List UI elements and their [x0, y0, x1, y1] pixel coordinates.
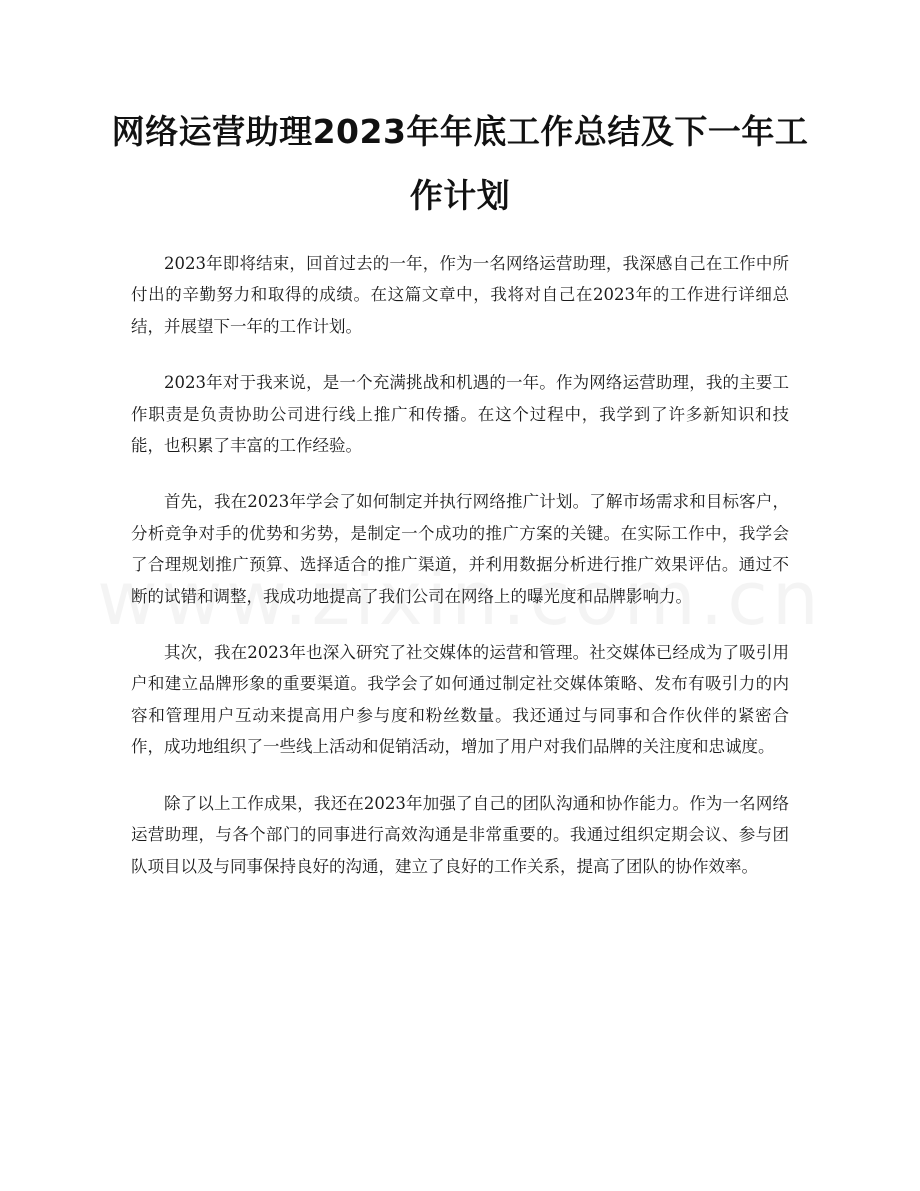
paragraph-2: 2023年对于我来说，是一个充满挑战和机遇的一年。作为网络运营助理，我的主要工作职责是负责协助公司进行线上推广和传播。在这个过程中，我学到了许多新知识和技能，也积累了丰富的工作经验。 — [131, 373, 789, 456]
paragraph-1: 2023年即将结束，回首过去的一年，作为一名网络运营助理，我深感自己在工作中所付出的辛勤努力和取得的成绩。在这篇文章中，我将对自己在2023年的工作进行详细总结，并展望下一年的工作计划。 — [131, 254, 789, 336]
paragraph-3: 首先，我在2023年学会了如何制定并执行网络推广计划。了解市场需求和目标客户，分析竞争对手的优势和劣势，是制定一个成功的推广方案的关键。在实际工作中，我学会了合理规划推广预算、选择适合的推广渠道，并利用数据分析进行推广效果评估。通过不断的试错和调整，我成功地提高了我们公司在网络上的曝光度和品牌影响力。 — [131, 492, 789, 606]
paragraph-5: 除了以上工作成果，我还在2023年加强了自己的团队沟通和协作能力。作为一名网络运营助理，与各个部门的同事进行高效沟通是非常重要的。我通过组织定期会议、参与团队项目以及与同事保持良好的沟通，建立了良好的工作关系，提高了团队的协作效率。 — [131, 793, 789, 876]
document-title: 网络运营助理2023年年底工作总结及下一年工作计划 — [111, 112, 809, 215]
paragraph-4: 其次，我在2023年也深入研究了社交媒体的运营和管理。社交媒体已经成为了吸引用户和建立品牌形象的重要渠道。我学会了如何通过制定社交媒体策略、发布有吸引力的内容和管理用户互动来提高用户参与度和粉丝数量。我还通过与同事和合作伙伴的紧密合作，成功地组织了一些线上活动和促销活动，增加了用户对我们品牌的关注度和忠诚度。 — [131, 643, 789, 757]
document-body — [131, 248, 789, 907]
